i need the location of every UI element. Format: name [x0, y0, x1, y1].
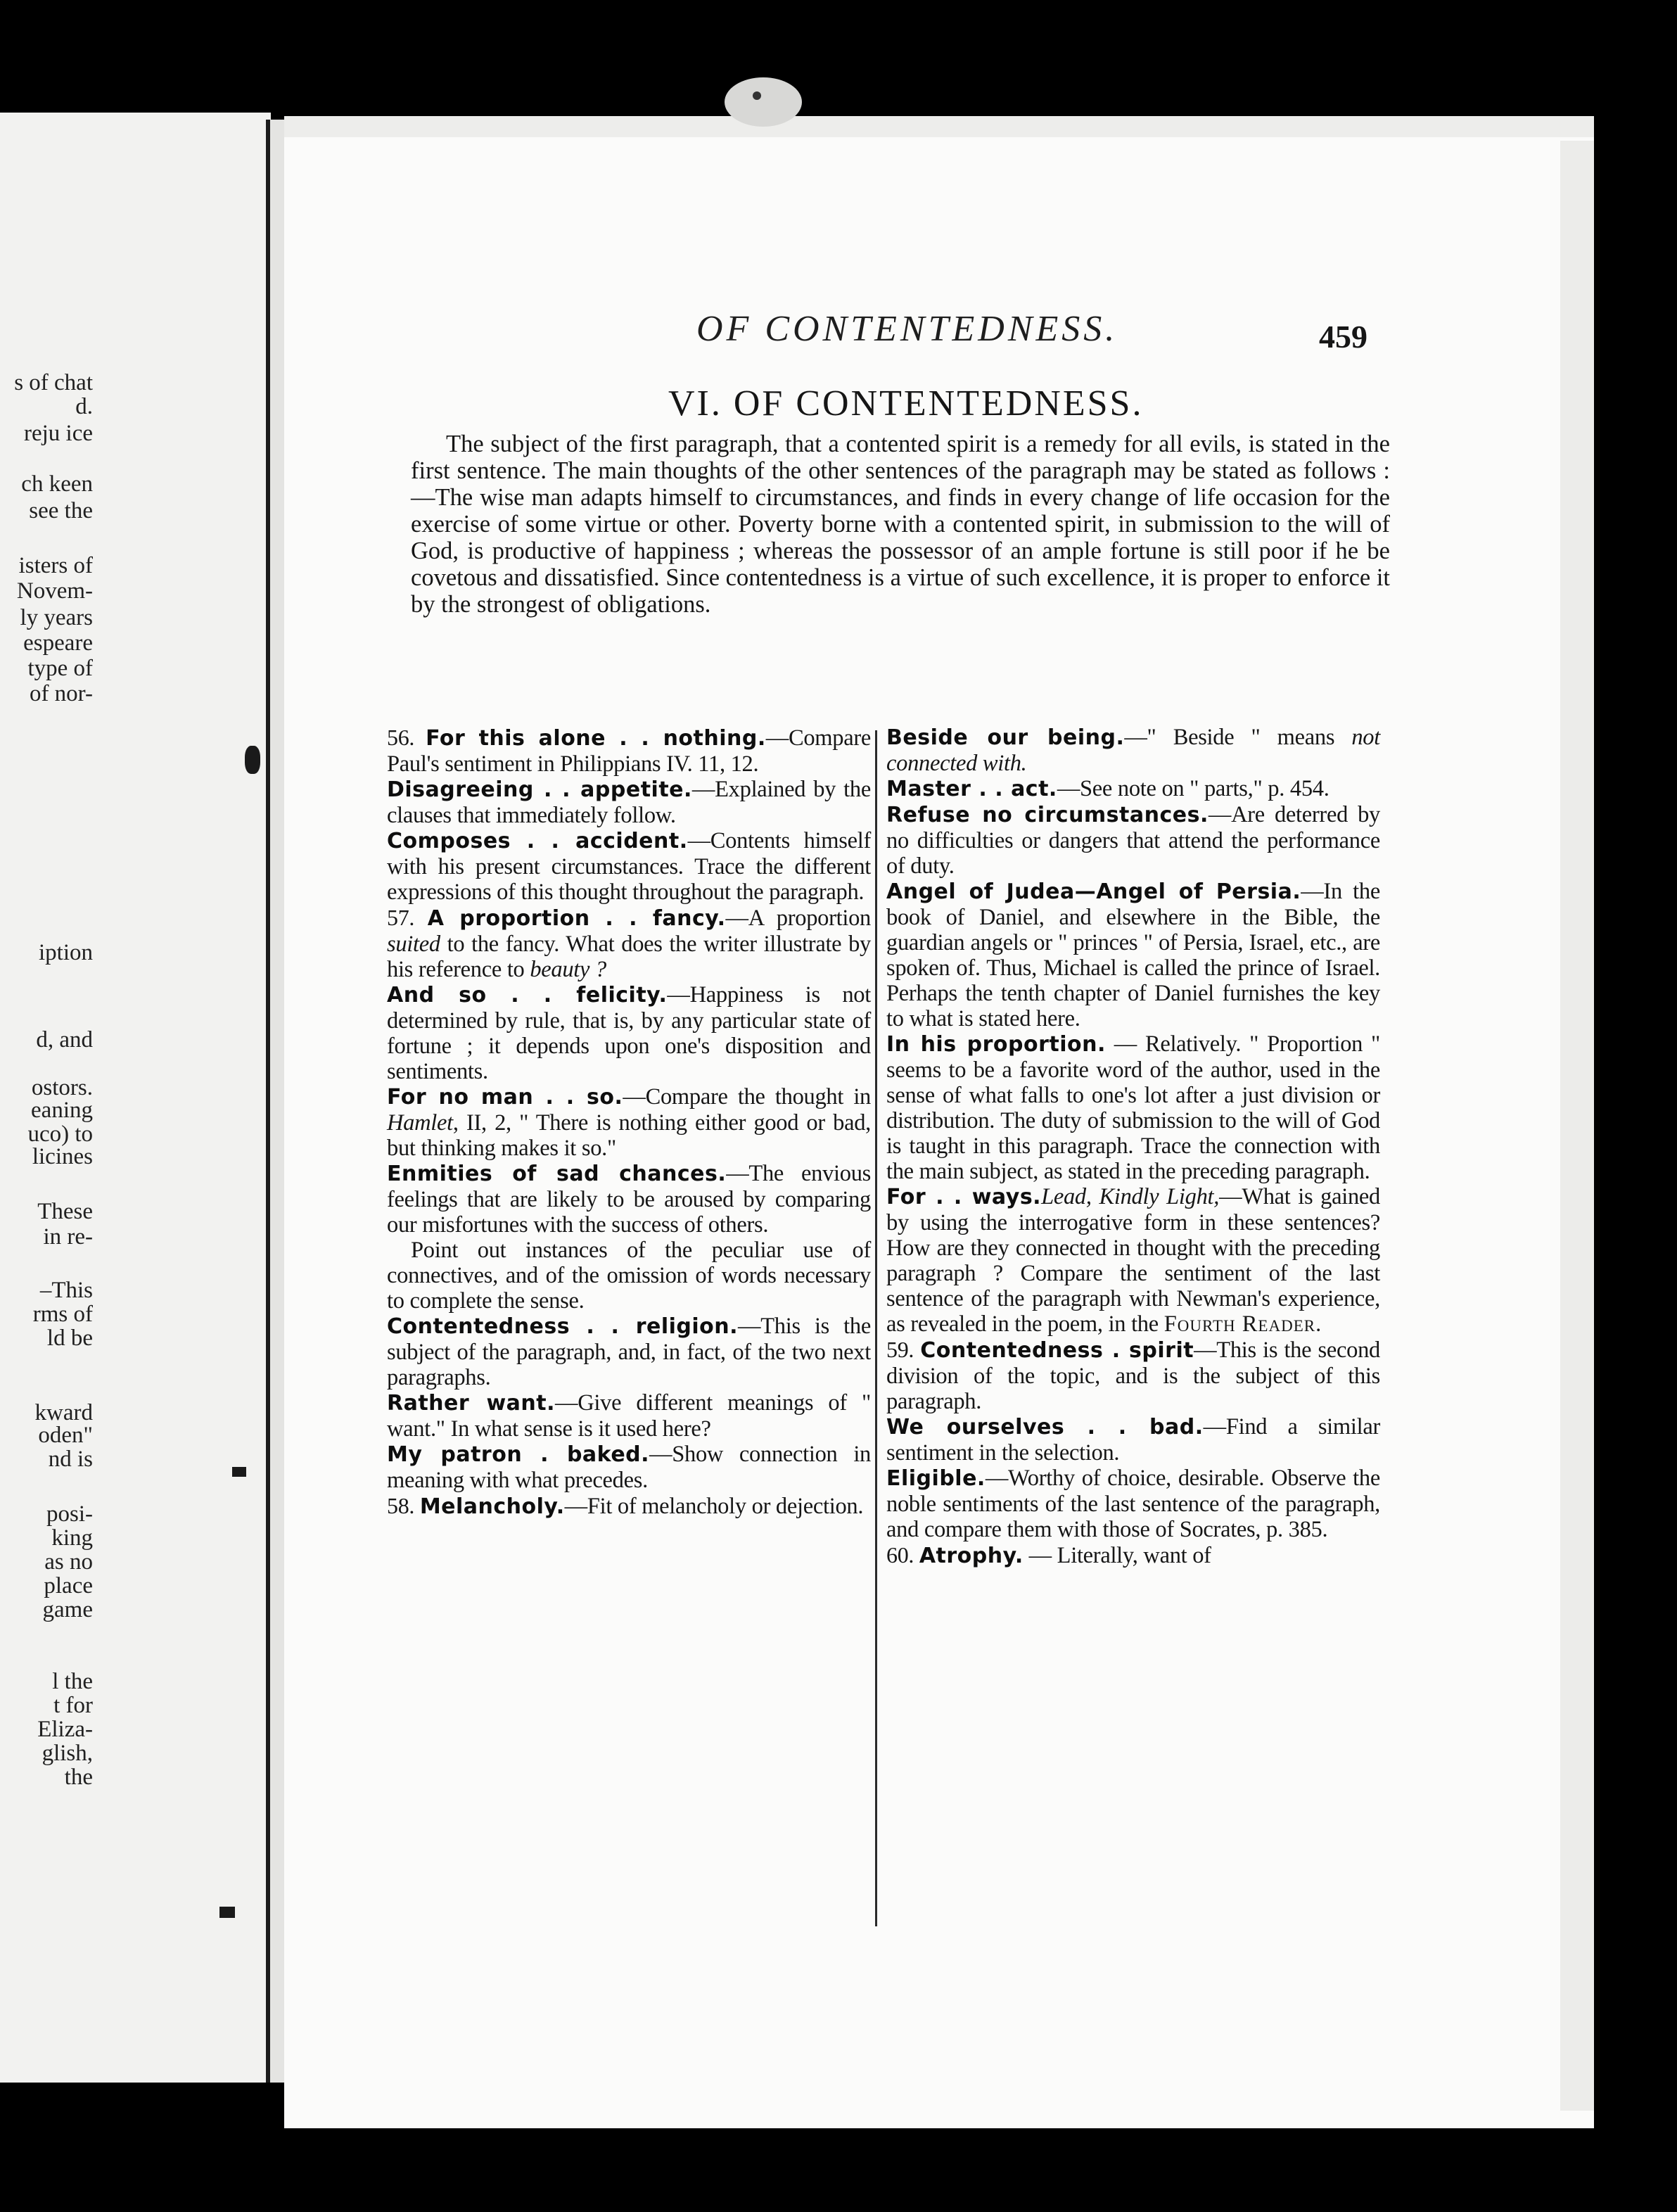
note-number: 60. — [886, 1542, 919, 1568]
annotation-note — [886, 1184, 1380, 1337]
note-text: , II, 2, " There is nothing either good or bad, but thinking makes it so." — [387, 1110, 871, 1161]
annotation-note — [387, 1314, 871, 1390]
note-heading: For no man . . so. — [387, 1085, 623, 1110]
intro-text: The subject of the first paragraph, that a contented spirit is a remedy for all evils, is stated in the first sentence. The main thoughts of the other sentences of the paragraph may be stated as follows :—The wise man adapts himself to circumstances, and finds in every change of life occasion for the exercise of some virtue or other. Poverty borne with a contented spirit, in submission to the will of God, is productive of happiness ; whereas the possessor of an ample fortune is still poor if he be covetous and dissatisfied. Since contentedness is a virtue of such excellence, it is proper to enforce it by the strongest of obligations. — [411, 431, 1390, 618]
annotation-note — [387, 1390, 871, 1442]
annotation-note — [387, 905, 871, 982]
column-divider — [875, 730, 877, 1926]
note-text: —This is the second division of the topic, and is the subject of this paragraph. — [886, 1337, 1380, 1414]
left-page-fragment: licines — [32, 1145, 93, 1169]
note-heading: And so . . felicity. — [387, 983, 668, 1008]
chapter-title: VI. OF CONTENTEDNESS. — [668, 383, 1144, 424]
note-text: —Happiness is not determined by rule, that is, by any particular state of fortune ; it depends upon one's disposition and sentiments. — [387, 982, 871, 1084]
note-heading: Melancholy. — [419, 1494, 565, 1519]
page-number: 459 — [1319, 319, 1367, 355]
left-page-fragment: game — [42, 1598, 93, 1622]
running-head: OF CONTENTEDNESS. — [696, 309, 1118, 349]
note-number: 57. — [387, 905, 428, 930]
left-page-fragment: type of — [27, 657, 93, 680]
note-heading: Rather want. — [387, 1391, 556, 1416]
page-edge — [1560, 141, 1594, 2111]
annotation-note — [387, 828, 871, 905]
note-italic: not connected with. — [886, 725, 1380, 776]
left-page-fragment: ly years — [20, 606, 93, 630]
note-text: in the — [1108, 1311, 1164, 1337]
left-page-fragment: s of chat — [14, 371, 93, 395]
left-page-fragment: These — [37, 1200, 93, 1223]
note-heading: Eligible. — [886, 1466, 986, 1491]
annotation-note — [387, 1238, 871, 1314]
note-number: 58. — [387, 1493, 420, 1518]
annotation-note — [886, 776, 1380, 802]
left-page-fragment: Eliza- — [37, 1718, 93, 1741]
note-text: —Contents himself with his present circumstances. Trace the different expressions of this thought throughout the paragraph. — [387, 828, 871, 905]
note-heading: A proportion . . fancy. — [427, 906, 726, 931]
left-page-fragment: posi- — [46, 1503, 93, 1526]
note-text: —Are deterred by no difficulties or dangers that attend the performance of duty. — [886, 802, 1381, 879]
left-page-fragment: iption — [38, 941, 93, 965]
note-italic: suited — [387, 932, 440, 957]
binding-mark — [245, 746, 260, 774]
note-heading: For . . ways. — [886, 1185, 1042, 1209]
note-text: —Worthy of choice, desirable. Observe the noble sentiments of the last sentence of the paragraph, and compare them with those of Socrates, p. 385. — [886, 1466, 1380, 1542]
note-heading: My patron . baked. — [387, 1442, 650, 1467]
note-text: —Find a similar sentiment in the selection. — [886, 1414, 1380, 1466]
note-text: —Compare the thought in — [623, 1084, 872, 1110]
left-page-fragment: uco) to — [27, 1123, 93, 1146]
note-heading: In his proportion. — [886, 1032, 1106, 1057]
note-text: —" Beside " means — [1124, 725, 1352, 750]
note-text: —Explained by the clauses that immediately follow. — [387, 777, 871, 828]
note-italic: Lead, Kindly Light, — [1041, 1184, 1220, 1209]
left-page-fragment: d, and — [36, 1029, 93, 1052]
note-heading: Contentedness . spirit — [920, 1338, 1194, 1363]
left-page-fragment: rms of — [32, 1303, 93, 1326]
left-page-fragment: nd is — [48, 1448, 93, 1471]
note-heading: Beside our being. — [886, 725, 1125, 750]
annotation-note — [886, 725, 1380, 776]
binding-mark — [232, 1467, 246, 1477]
page-top-shadow — [284, 116, 1594, 137]
annotation-note — [886, 1031, 1380, 1184]
gutter — [270, 120, 284, 2083]
left-page-fragment: d. — [75, 395, 93, 419]
left-page-fragment: espeare — [23, 632, 93, 655]
binding-mark — [219, 1907, 235, 1918]
annotation-note — [387, 777, 871, 828]
note-text: —See note on " parts," p. 454. — [1057, 776, 1330, 801]
paper-stain — [725, 77, 802, 127]
note-text: — Literally, want of — [1023, 1543, 1211, 1568]
annotation-note — [387, 982, 871, 1084]
left-page-fragment: oden" — [38, 1424, 93, 1447]
note-heading: Atrophy. — [919, 1544, 1024, 1568]
ink-spot — [753, 91, 761, 100]
annotation-note — [886, 1542, 1380, 1569]
note-number: 59. — [886, 1337, 921, 1362]
note-text: —What is gained by using the interrogative form in these sentences? How are they connected in thought with the preceding paragraph ? Compare the sentiment of the last sentence of the paragraph with Newman's experience, as revealed in the poem, — [886, 1184, 1381, 1337]
note-text: Point out instances of the peculiar use of connectives, and of the omission of words necessary to complete the sense. — [387, 1238, 871, 1314]
annotation-note — [886, 1466, 1380, 1542]
note-text: —Give different meanings of " want." In what sense is it used here? — [387, 1390, 871, 1442]
note-text: —Show connection in meaning with what precedes. — [387, 1442, 872, 1493]
note-heading: Composes . . accident. — [387, 829, 688, 853]
note-heading: Refuse no circumstances. — [886, 803, 1209, 827]
left-page-fragment: kward — [34, 1401, 93, 1425]
left-page-fragment: t for — [53, 1694, 93, 1717]
note-text: —This is the subject of the paragraph, and, in fact, of the two next paragraphs. — [387, 1314, 871, 1390]
left-page-fragment: glish, — [42, 1742, 93, 1765]
annotation-note — [387, 1442, 871, 1493]
annotation-note — [387, 725, 871, 777]
left-page-fragment: isters of — [18, 554, 93, 578]
note-heading: Angel of Judea—Angel of Persia. — [886, 879, 1301, 904]
note-italic: beauty ? — [530, 957, 606, 982]
note-text: —Compare Paul's sentiment in Philippians IV. 11, 12. — [387, 725, 871, 777]
left-page-fragment: as no — [44, 1551, 93, 1574]
note-text: —In the book of Daniel, and elsewhere in the Bible, the guardian angels or " princes " of Persia, Israel, etc., are spoken of. Thus, Michael is called the prince of Israel. Perhaps the tenth chapter of Daniel furnishes the key to what is stated here. — [886, 879, 1380, 1031]
note-text: —The envious feelings that are likely to be aroused by comparing our misfortunes with the success of others. — [387, 1161, 871, 1238]
left-page-fragment: the — [64, 1766, 93, 1789]
left-page-fragment: Novem- — [16, 580, 93, 603]
note-heading: Contentedness . . religion. — [387, 1314, 739, 1339]
left-page-fragment: ld be — [46, 1327, 93, 1350]
left-page-fragment: eaning — [31, 1099, 93, 1122]
note-heading: Master . . act. — [886, 777, 1057, 801]
left-page-fragment: in re- — [43, 1226, 93, 1249]
left-page-fragment: of nor- — [29, 682, 93, 706]
notes-column-left — [387, 725, 871, 1520]
note-text: —Fit of melancholy or dejection. — [564, 1494, 864, 1519]
left-page-fragment: place — [44, 1575, 93, 1598]
note-smallcaps: Fourth Reader. — [1163, 1311, 1322, 1337]
annotation-note — [387, 1084, 871, 1161]
annotation-note — [886, 1337, 1380, 1414]
left-page-fragment: reju ice — [23, 422, 93, 445]
note-heading: Disagreeing . . appetite. — [387, 777, 692, 802]
left-page-fragment: ostors. — [31, 1076, 93, 1100]
note-text: to the fancy. What does the writer illustrate by his reference to — [387, 932, 871, 982]
notes-column-right — [886, 725, 1380, 1569]
note-heading: Enmities of sad chances. — [387, 1162, 727, 1186]
note-text: — Relatively. " Proportion " seems to be a favorite word of the author, used in the sense of what falls to one's lot after a just division or distribution. The duty of submission to the will of God is taught in this paragraph. Trace the connection with the main subject, as stated in the preceding paragraph. — [886, 1031, 1380, 1184]
note-italic: Hamlet — [387, 1110, 453, 1136]
left-page-fragment: see the — [29, 500, 93, 523]
note-heading: We ourselves . . bad. — [886, 1415, 1204, 1439]
note-text: —A proportion — [725, 905, 871, 931]
annotation-note — [886, 1414, 1380, 1466]
intro-paragraph — [411, 431, 1390, 618]
annotation-note — [387, 1161, 871, 1238]
left-page-fragment: –This — [39, 1279, 93, 1302]
annotation-note — [886, 879, 1380, 1031]
annotation-note — [886, 802, 1380, 879]
note-number: 56. — [387, 725, 426, 750]
left-page-fragment: l the — [52, 1670, 93, 1693]
annotation-note — [387, 1493, 871, 1520]
left-page-fragment: ch keen — [21, 473, 93, 496]
note-heading: For this alone . . nothing. — [426, 726, 766, 751]
left-page-fragment: king — [51, 1527, 93, 1550]
